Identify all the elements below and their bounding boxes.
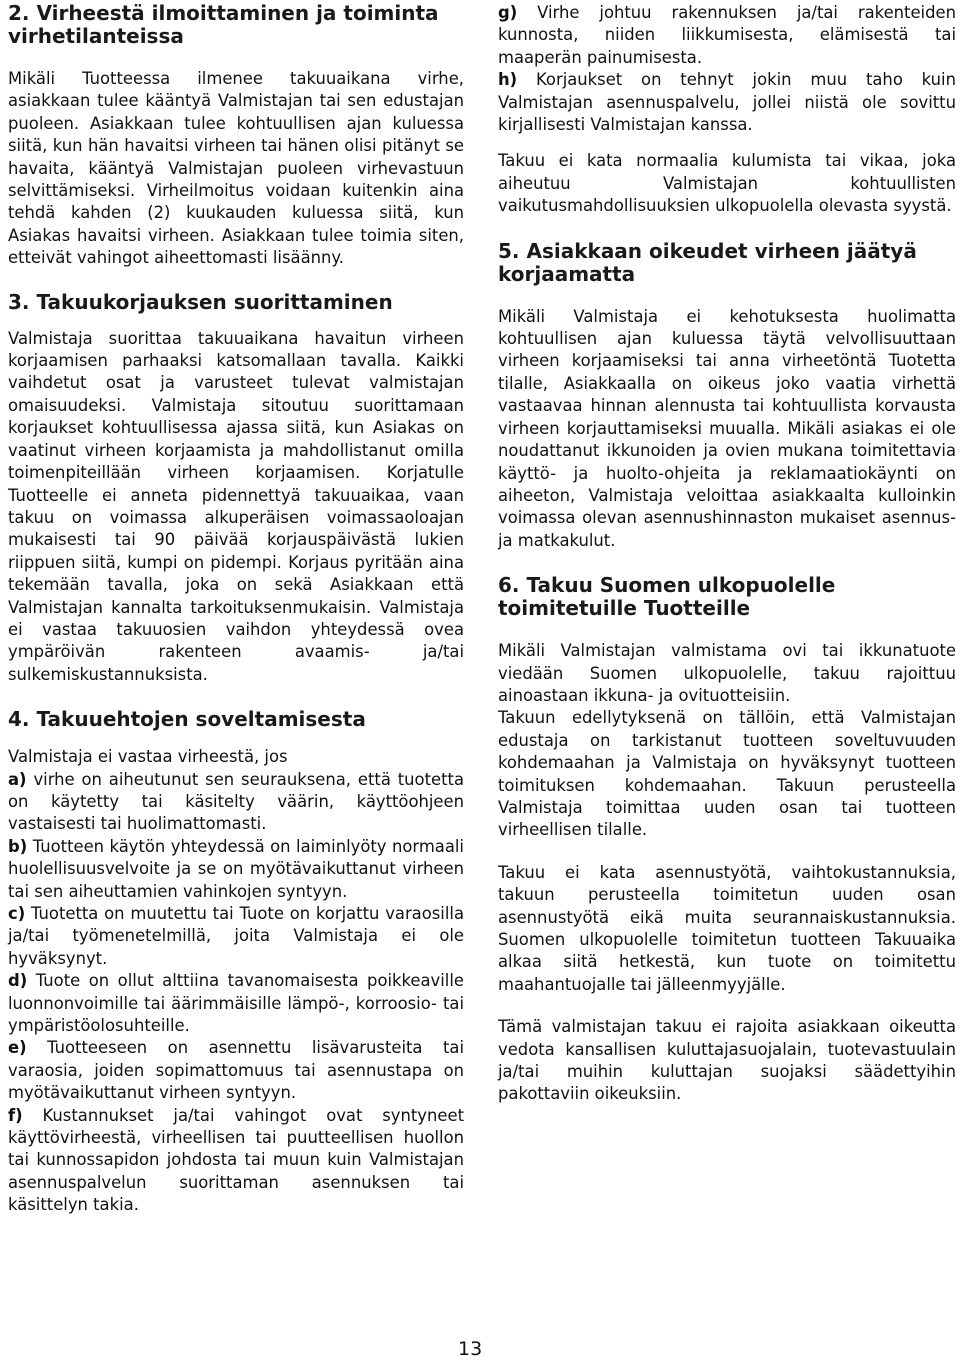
section-6-paragraph-3: Takuu ei kata asennustyötä, vaihtokustannuksia, takuun perusteella toimitetun uuden osan asennustyötä eikä muita seurannaiskustannuksia. Suomen ulkopuolelle toimitetun tuotteen Takuuaika alkaa siitä hetkestä, kun tuote on toimitettu maahantuojalle tai jälleenmyyjälle. (498, 862, 956, 994)
condition-text: Tuotetta on muutettu tai Tuote on korjattu varaosilla ja/tai työmenetelmillä, joita Valmistaja ei ole hyväksynyt. (8, 904, 464, 968)
section-6-paragraph-4: Tämä valmistajan takuu ei rajoita asiakkaan oikeutta vedota kansallisen kuluttajasuojalain, tuotevastuulain ja/tai muihin kuluttajan suojaksi säädettyihin pakottaviin oikeuksiin. (498, 1017, 956, 1104)
left-column (8, 2, 464, 1217)
section-4 (8, 708, 464, 1217)
section-6-paragraph-1: Mikäli Valmistajan valmistama ovi tai ikkunatuote viedään Suomen ulkopuolelle, takuu rajoittuu ainoastaan ikkuna- ja ovituotteisiin. (498, 641, 956, 705)
section-5-text: Mikäli Valmistaja ei kehotuksesta huolimatta kohtuullisen ajan kuluessa täytä velvollisuuttaan virheen korjaamiseksi tai anna virheetöntä Tuotetta tilalle, Asiakkaalla on oikeus joko vaatia virhettä vastaavaa hinnan alennusta tai kohtuullista korvausta virheen korjauttamiseksi muualla. Mikäli asiakas ei ole noudattanut ikkunoiden ja ovien mukana toimitettavia käyttö- ja huolto-ohjeita ja reklamaatiokäynti on aiheeton, Valmistaja veloittaa asiakkaalta kulloinkin voimassa olevan asennushinnaston mukaiset asennus- ja matkakulut. (498, 306, 956, 550)
section-5 (498, 240, 956, 552)
condition-f (8, 1105, 464, 1217)
section-3 (8, 291, 464, 687)
condition-text: Tuote on ollut alttiina tavanomaisesta poikkeaville luonnonvoimille tai äärimmäisille lämpö-, korroosio- tai ympäristöolosuhteille. (8, 971, 464, 1036)
section-6-heading: 6. Takuu Suomen ulkopuolelle toimitetuille Tuotteille (498, 573, 836, 621)
condition-e (8, 1037, 464, 1104)
section-3-heading: 3. Takuukorjauksen suorittaminen (8, 289, 393, 314)
condition-b (8, 836, 464, 903)
condition-d (8, 970, 464, 1037)
page-number: 13 (458, 1338, 483, 1360)
section-2-heading: 2. Virheestä ilmoittaminen ja toiminta virhetilanteissa (8, 1, 439, 48)
condition-g (498, 2, 956, 69)
condition-label: a) (8, 769, 27, 789)
condition-text: Tuotteen käytön yhteydessä on laiminlyöty normaali huolellisuusvelvoite ja se on myötävaikuttanut virheen tai sen aiheuttamien vahinkojen syntyyn. (8, 836, 464, 901)
condition-text: Korjaukset on tehnyt jokin muu taho kuin Valmistajan asennuspalvelu, jollei niistä ole sovittu kirjallisesti Valmistajan kanssa. (498, 70, 956, 135)
section-2 (8, 2, 464, 270)
condition-label: d) (8, 971, 28, 991)
condition-c (8, 903, 464, 970)
condition-label: c) (8, 904, 26, 923)
condition-label: f) (8, 1105, 23, 1125)
section-4-intro: Valmistaja ei vastaa virheestä, jos (8, 747, 288, 767)
section-4-continued (498, 2, 956, 218)
condition-label: g) (498, 3, 518, 22)
section-5-heading: 5. Asiakkaan oikeudet virheen jäätyä korjaamatta (498, 238, 917, 286)
section-6 (498, 574, 956, 1106)
condition-text: virhe on aiheutunut sen seurauksena, että tuotetta on käytetty tai käsitelty väärin, käyttöohjeen vastaisesti tai huolimattomasti. (8, 769, 464, 834)
condition-text: Virhe johtuu rakennuksen ja/tai rakenteiden kunnosta, niiden liikkumisesta, elämisestä tai maaperän painumisesta. (498, 3, 956, 67)
condition-label: b) (8, 836, 28, 856)
section-6-paragraph-2: Takuun edellytyksenä on tällöin, että Valmistajan edustaja on tarkistanut tuotteen soveltuvuuden kohdemaahan ja Valmistaja on hyväksynyt tuotteen toimituksen kohdemaahan. Takuun perusteella Valmistaja toimittaa uuden osan tai tuotteen virheellisen tilalle. (498, 708, 956, 840)
section-3-text: Valmistaja suorittaa takuuaikana havaitun virheen korjaamisen parhaaksi katsomallaan tavalla. Kaikki vaihdetut osat ja varusteet tulevat valmistajan omaisuudeksi. Valmistaja sitoutuu suorittamaan korjaukset kohtuullisessa ajassa siitä, kun Asiakas on vaatinut virheen korjaamista ja mahdollistanut omilla toimenpiteillään virheen korjaamisen. Korjatulle Tuotteelle ei anneta pidennettyä takuuaikaa, vaan takuu on voimassa alkuperäisen voimassaoloajan mukaisesti tai 90 päivää korjauspäivästä lukien riippuen siitä, kumpi on pidempi. Korjaus pyritään aina tekemään tavalla, joka on sekä Asiakkaan että Valmistajan kannalta tarkoituksenmukaisin. Valmistaja ei vastaa takuuosien vaihdon yhteydessä ovea ympäröivän rakenteen avaamis- ja/tai sulkemiskustannuksista. (8, 328, 464, 684)
wear-exclusion-note: Takuu ei kata normaalia kulumista tai vikaa, joka aiheutuu Valmistajan kohtuullisten vaikutusmahdollisuuksien ulkopuolella olevasta syystä. (498, 151, 956, 216)
condition-h (498, 69, 956, 136)
condition-text: Kustannukset ja/tai vahingot ovat syntyneet käyttövirheestä, virheellisen tai puutteellisen huollon tai kunnossapidon johdosta tai muun kuin Valmistajan asennuspalvelun suorittaman asennuksen tai käsittelyn takia. (8, 1105, 464, 1215)
right-column (498, 2, 956, 1106)
condition-label: e) (8, 1038, 27, 1058)
condition-label: h) (498, 70, 518, 90)
condition-a (8, 769, 464, 836)
section-2-text: Mikäli Tuotteessa ilmenee takuuaikana virhe, asiakkaan tulee kääntyä Valmistajan tai sen edustajan puoleen. Asiakkaan tulee kohtuullisen ajan kuluessa siitä, kun hän havaitsi virheen tai hänen olisi pitänyt se havaita, kääntyä Valmistajan puoleen virhevastuun selvittämiseksi. Virheilmoitus voidaan kuitenkin aina tehdä kahden (2) kuukauden kuluessa siitä, kun Asiakas havaitsi virheen. Asiakkaan tulee toimia siten, etteivät vahingot aiheettomasti lisäänny. (8, 69, 464, 268)
condition-text: Tuotteeseen on asennettu lisävarusteita tai varaosia, joiden sopimattomuus tai asennustapa on myötävaikuttanut virheen syntyyn. (8, 1038, 464, 1103)
section-4-heading: 4. Takuuehtojen soveltamisesta (8, 707, 366, 732)
